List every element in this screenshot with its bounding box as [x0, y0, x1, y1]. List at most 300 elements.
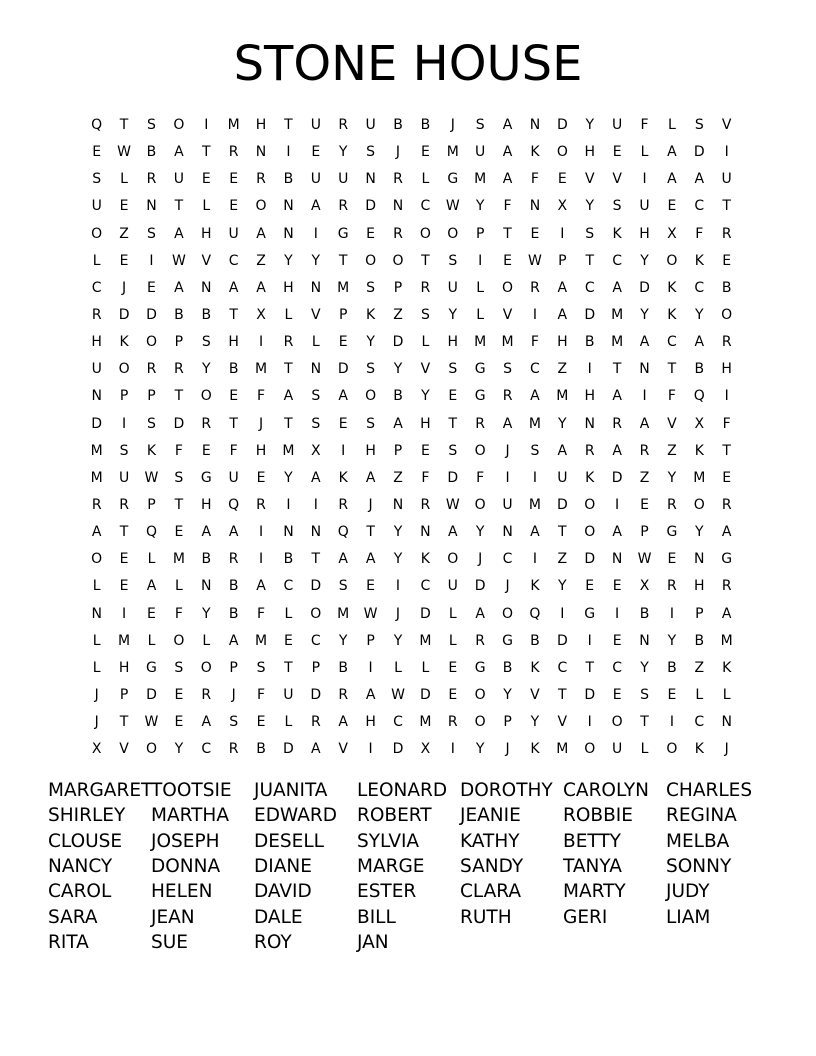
grid-letter: I [341, 442, 346, 459]
grid-letter: V [721, 117, 732, 134]
grid-letter: U [557, 469, 568, 486]
grid-letter: S [530, 442, 540, 459]
grid-letter: C [228, 252, 239, 269]
grid-letter: E [174, 687, 184, 704]
grid-letter: K [585, 469, 595, 486]
grid-letter: D [310, 687, 322, 704]
grid-letter: P [147, 388, 156, 405]
grid-letter: O [419, 225, 431, 242]
grid-letter: Q [145, 524, 157, 541]
grid-letter: B [393, 117, 403, 134]
grid-letter: O [173, 117, 185, 134]
grid-letter: Y [393, 524, 403, 541]
grid-letter: N [639, 361, 650, 378]
grid-letter: M [474, 334, 487, 351]
grid-letter: Y [448, 307, 458, 324]
grid-letter: Y [585, 198, 594, 215]
grid-row [83, 383, 743, 410]
grid-letter: A [612, 279, 622, 296]
grid-letter: O [145, 334, 157, 351]
grid-letter: R [667, 497, 677, 514]
grid-letter: T [284, 117, 293, 134]
grid-letter: E [119, 252, 129, 269]
grid-letter: D [283, 741, 294, 758]
grid-letter: E [201, 171, 211, 188]
grid-letter: W [445, 497, 460, 514]
grid-letter: I [313, 225, 318, 242]
grid-letter: M [556, 741, 569, 758]
word-list-item: SHIRLEY [48, 805, 126, 827]
grid-letter: D [474, 578, 486, 595]
grid-letter: V [530, 687, 540, 704]
grid-letter: R [338, 198, 349, 215]
grid-letter: S [640, 687, 649, 704]
grid-letter: O [447, 551, 459, 568]
grid-letter: H [365, 442, 376, 459]
grid-letter: H [721, 361, 732, 378]
grid-letter: J [505, 578, 510, 595]
grid-letter: S [475, 117, 485, 134]
grid-letter: R [584, 442, 595, 459]
grid-letter: D [556, 497, 568, 514]
grid-letter: V [338, 741, 348, 758]
grid-letter: H [200, 225, 212, 242]
grid-letter: E [229, 388, 239, 405]
grid-letter: R [201, 687, 212, 704]
grid-letter: A [201, 524, 212, 541]
grid-letter: E [256, 469, 266, 486]
grid-letter: L [640, 144, 649, 161]
grid-letter: C [310, 632, 321, 649]
grid-row [83, 356, 743, 383]
grid-letter: F [530, 334, 539, 351]
grid-letter: J [478, 551, 483, 568]
grid-letter: D [419, 687, 431, 704]
grid-letter: W [637, 551, 652, 568]
grid-letter: H [639, 225, 650, 242]
grid-letter: K [366, 307, 376, 324]
grid-letter: D [118, 307, 130, 324]
grid-letter: B [201, 307, 212, 324]
grid-letter: A [283, 388, 294, 405]
grid-letter: Y [338, 144, 348, 161]
grid-letter: A [530, 524, 540, 541]
grid-letter: M [282, 442, 295, 459]
grid-letter: G [200, 469, 212, 486]
grid-letter: O [200, 388, 212, 405]
grid-letter: X [420, 741, 431, 758]
grid-letter: E [174, 714, 184, 731]
grid-letter: L [476, 307, 485, 324]
grid-letter: M [419, 632, 432, 649]
grid-letter: I [642, 171, 647, 188]
word-list-item: RUTH [460, 906, 512, 928]
grid-letter: Z [557, 551, 568, 568]
grid-letter: A [228, 524, 239, 541]
grid-letter: J [395, 605, 401, 622]
word-list-item: DIANE [254, 856, 312, 878]
grid-letter: A [557, 307, 568, 324]
grid-letter: A [338, 714, 348, 731]
grid-letter: I [258, 524, 264, 541]
grid-letter: Y [201, 361, 211, 378]
grid-letter: I [532, 307, 538, 324]
grid-letter: I [669, 714, 674, 731]
grid-letter: X [694, 415, 705, 432]
grid-letter: U [721, 171, 732, 188]
grid-letter: B [283, 171, 294, 188]
grid-letter: Y [338, 632, 348, 649]
grid-letter: A [502, 171, 513, 188]
grid-letter: J [122, 279, 127, 296]
grid-letter: D [447, 469, 459, 486]
grid-letter: H [255, 442, 267, 459]
grid-letter: M [337, 279, 350, 296]
grid-letter: P [640, 524, 649, 541]
grid-letter: K [694, 252, 704, 269]
grid-letter: A [365, 687, 376, 704]
grid-letter: I [587, 714, 592, 731]
grid-letter: O [611, 714, 623, 731]
grid-letter: B [338, 659, 349, 676]
grid-letter: K [612, 225, 622, 242]
word-list-item: JEAN [151, 906, 195, 928]
grid-letter: U [475, 144, 486, 161]
grid-letter: Y [475, 524, 485, 541]
grid-letter: E [229, 171, 239, 188]
grid-letter: C [612, 659, 622, 676]
grid-letter: R [338, 497, 349, 514]
grid-letter: N [392, 198, 404, 215]
grid-letter: I [368, 741, 373, 758]
grid-letter: V [119, 741, 129, 758]
grid-letter: S [612, 198, 622, 215]
grid-letter: E [119, 198, 129, 215]
grid-letter: A [612, 442, 622, 459]
grid-letter: K [119, 334, 129, 351]
grid-row [83, 682, 743, 709]
word-list-item: JUANITA [254, 780, 328, 802]
grid-letter: F [174, 605, 183, 622]
grid-letter: F [503, 198, 512, 215]
grid-letter: N [611, 551, 623, 568]
grid-letter: N [201, 578, 212, 595]
grid-letter: L [284, 307, 293, 324]
grid-row [83, 221, 743, 248]
grid-letter: M [118, 632, 131, 649]
grid-letter: G [337, 225, 349, 242]
grid-letter: R [201, 415, 212, 432]
grid-letter: B [228, 605, 239, 622]
grid-letter: R [475, 632, 486, 649]
grid-letter: U [447, 279, 458, 296]
word-list-item: BILL [357, 906, 396, 928]
grid-letter: L [92, 659, 101, 676]
grid-letter: A [311, 469, 321, 486]
grid-letter: D [639, 279, 650, 296]
grid-letter: Y [585, 117, 594, 134]
grid-letter: L [120, 171, 128, 188]
grid-letter: B [283, 551, 294, 568]
grid-letter: O [91, 225, 103, 242]
grid-letter: D [337, 361, 349, 378]
grid-letter: J [368, 497, 373, 514]
grid-letter: H [557, 334, 568, 351]
grid-letter: A [311, 741, 321, 758]
grid-letter: A [667, 171, 677, 188]
grid-letter: F [257, 605, 266, 622]
grid-letter: O [584, 524, 596, 541]
grid-letter: O [118, 361, 130, 378]
grid-letter: C [694, 279, 705, 296]
grid-letter: C [694, 714, 705, 731]
grid-letter: Q [693, 388, 705, 405]
grid-letter: S [338, 578, 348, 595]
grid-letter: T [558, 524, 567, 541]
grid-letter: O [721, 307, 733, 324]
grid-row [83, 166, 743, 193]
grid-letter: P [119, 388, 129, 405]
grid-letter: Q [91, 117, 103, 134]
word-list-item: GERI [563, 906, 608, 928]
grid-letter: H [584, 144, 595, 161]
grid-letter: Z [119, 225, 129, 242]
grid-letter: G [474, 659, 486, 676]
grid-letter: A [557, 442, 568, 459]
grid-letter: T [366, 524, 375, 541]
grid-letter: K [694, 442, 704, 459]
grid-letter: T [448, 415, 458, 432]
grid-letter: A [694, 171, 705, 188]
grid-letter: R [639, 442, 650, 459]
grid-letter: N [502, 524, 513, 541]
grid-letter: E [530, 225, 540, 242]
grid-letter: N [91, 605, 102, 622]
grid-row [83, 193, 743, 220]
grid-letter: Y [695, 307, 704, 324]
grid-letter: W [144, 469, 159, 486]
grid-letter: T [503, 225, 512, 242]
grid-letter: U [611, 117, 623, 134]
grid-letter: E [119, 578, 129, 595]
grid-letter: A [721, 524, 732, 541]
grid-letter: F [722, 415, 731, 432]
grid-letter: Y [695, 524, 704, 541]
grid-letter: S [147, 415, 156, 432]
grid-letter: H [255, 117, 267, 134]
grid-letter: R [338, 687, 349, 704]
grid-letter: I [669, 605, 674, 622]
grid-letter: R [475, 415, 486, 432]
grid-letter: Z [667, 442, 677, 459]
grid-letter: W [528, 252, 542, 269]
word-list-item: LEONARD [357, 780, 448, 802]
grid-row [83, 573, 743, 600]
grid-letter: T [284, 659, 293, 676]
grid-letter: E [311, 144, 321, 161]
grid-letter: R [721, 497, 732, 514]
grid-letter: Y [640, 252, 649, 269]
grid-letter: L [202, 632, 211, 649]
grid-letter: E [256, 714, 266, 731]
grid-letter: Y [421, 388, 430, 405]
grid-letter: R [283, 334, 294, 351]
word-list-item: ROBERT [357, 805, 432, 827]
grid-letter: A [721, 605, 732, 622]
word-list-item: MARTY [563, 881, 626, 903]
grid-letter: Z [694, 659, 705, 676]
grid-letter: L [311, 334, 320, 351]
grid-letter: B [530, 632, 540, 649]
word-list-item: KATHY [460, 830, 520, 852]
grid-letter: A [557, 279, 568, 296]
grid-letter: T [284, 415, 293, 432]
grid-letter: L [202, 198, 211, 215]
grid-letter: Y [503, 687, 512, 704]
grid-letter: R [256, 171, 266, 188]
word-list-item: ESTER [357, 881, 417, 903]
grid-letter: E [92, 144, 102, 161]
grid-row [83, 736, 743, 763]
word-list-item: JOSEPH [151, 830, 220, 852]
grid-letter: D [584, 307, 596, 324]
grid-letter: A [91, 524, 102, 541]
grid-letter: I [313, 497, 318, 514]
grid-letter: I [450, 741, 455, 758]
grid-letter: Y [667, 632, 677, 649]
grid-letter: L [421, 171, 430, 188]
grid-letter: F [229, 442, 238, 459]
grid-letter: T [722, 442, 731, 459]
grid-letter: L [284, 714, 293, 731]
grid-letter: Y [475, 198, 485, 215]
grid-letter: C [502, 551, 513, 568]
grid-letter: E [722, 252, 732, 269]
grid-letter: Q [529, 605, 541, 622]
grid-letter: G [474, 361, 486, 378]
grid-letter: I [478, 252, 483, 269]
letter-grid [83, 112, 743, 763]
grid-letter: S [503, 361, 512, 378]
grid-letter: A [639, 415, 650, 432]
grid-letter: A [475, 605, 485, 622]
grid-letter: G [584, 605, 596, 622]
grid-letter: T [585, 252, 594, 269]
grid-letter: R [667, 578, 677, 595]
grid-letter: I [395, 578, 401, 595]
grid-letter: A [502, 415, 513, 432]
grid-letter: E [338, 415, 348, 432]
grid-letter: M [474, 171, 487, 188]
grid-letter: N [310, 361, 322, 378]
word-list-item: REGINA [666, 805, 737, 827]
grid-letter: M [254, 632, 268, 649]
grid-letter: R [502, 388, 513, 405]
grid-letter: H [584, 388, 595, 405]
grid-letter: Q [228, 497, 240, 514]
grid-letter: L [421, 334, 430, 351]
grid-letter: S [311, 415, 321, 432]
grid-letter: I [587, 632, 592, 649]
grid-letter: L [147, 551, 156, 568]
grid-letter: R [228, 551, 239, 568]
grid-letter: P [338, 307, 348, 324]
grid-letter: T [174, 388, 184, 405]
grid-letter: N [420, 524, 431, 541]
grid-letter: X [667, 225, 677, 242]
grid-letter: O [255, 198, 267, 215]
word-list-item: NANCY [48, 856, 113, 878]
grid-letter: W [391, 687, 405, 704]
grid-letter: Y [640, 307, 649, 324]
grid-letter: Y [530, 714, 540, 731]
grid-letter: I [724, 144, 729, 161]
grid-letter: R [119, 497, 129, 514]
grid-letter: H [91, 334, 102, 351]
grid-letter: B [694, 361, 705, 378]
grid-letter: G [146, 659, 157, 676]
grid-letter: I [615, 497, 620, 514]
grid-letter: Y [640, 659, 649, 676]
grid-letter: A [311, 198, 321, 215]
grid-letter: V [201, 252, 212, 269]
grid-letter: D [91, 415, 103, 432]
grid-letter: L [476, 279, 485, 296]
grid-letter: S [420, 307, 430, 324]
grid-letter: N [694, 551, 705, 568]
grid-letter: F [640, 117, 649, 134]
grid-letter: B [256, 741, 266, 758]
grid-letter: E [147, 279, 156, 296]
grid-letter: L [667, 117, 676, 134]
grid-letter: S [448, 252, 458, 269]
grid-letter: U [118, 469, 130, 486]
word-list-item: SARA [48, 906, 98, 928]
grid-letter: F [174, 442, 183, 459]
grid-letter: M [172, 551, 185, 568]
grid-letter: M [501, 334, 514, 351]
grid-letter: A [502, 144, 513, 161]
grid-letter: I [587, 361, 592, 378]
grid-letter: D [693, 144, 705, 161]
grid-letter: V [311, 307, 321, 324]
word-list-item: HELEN [151, 881, 213, 903]
grid-letter: C [584, 279, 595, 296]
grid-letter: A [447, 524, 458, 541]
grid-letter: Y [393, 551, 403, 568]
word-list-item: LIAM [666, 906, 711, 928]
grid-letter: W [117, 144, 131, 161]
grid-letter: A [365, 469, 376, 486]
grid-letter: P [174, 334, 184, 351]
grid-letter: L [147, 632, 156, 649]
grid-letter: N [365, 171, 376, 188]
grid-letter: M [611, 307, 624, 324]
word-list-item: DONNA [151, 856, 221, 878]
grid-letter: G [447, 171, 459, 188]
grid-letter: V [584, 171, 595, 188]
grid-letter: O [91, 551, 103, 568]
grid-letter: V [557, 714, 568, 731]
grid-letter: E [612, 578, 622, 595]
grid-letter: J [258, 415, 264, 432]
grid-letter: E [557, 171, 567, 188]
grid-row [83, 628, 743, 655]
grid-row [83, 329, 743, 356]
grid-letter: F [257, 687, 266, 704]
word-list-item: SONNY [666, 856, 732, 878]
grid-letter: N [283, 524, 294, 541]
